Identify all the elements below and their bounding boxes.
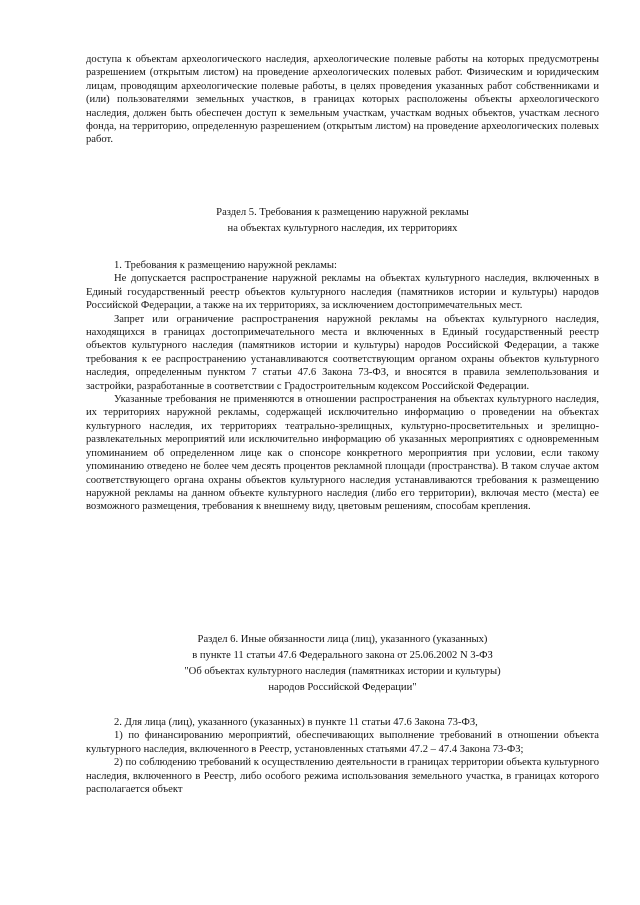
section6-heading-line4: народов Российской Федерации" <box>268 682 417 693</box>
section5-item1-title: 1. Требования к размещению наружной рекламы: <box>114 260 337 271</box>
top-paragraph: доступа к объектам археологического наследия, археологические полевые работы на которых предусмотрены разрешением (открытым листом) на проведение археологических полевых работ. Физическим и юридическим лицам, проводящим археологические полевые работы, в целях проведения указанных работ собственниками и (или) пользователями земельных участков, в границах которых расположены объекты археологического наследия, должен быть обеспечен доступ к земельным участкам, участкам водных объектов, участкам лесного фонда, на территорию, определенную разрешением (открытым листом) на проведение археологических полевых работ. <box>86 54 599 146</box>
section5-heading-line1: Раздел 5. Требования к размещению наружной рекламы <box>216 207 469 218</box>
section5-heading <box>86 205 599 237</box>
section6-heading-line3: "Об объектах культурного наследия (памятниках истории и культуры) <box>184 666 501 677</box>
section6-item2-title: 2. Для лица (лиц), указанного (указанных) в пункте 11 статьи 47.6 Закона 73-ФЗ, <box>114 717 478 728</box>
section5-body <box>86 259 599 514</box>
section6-heading-line2: в пункте 11 статьи 47.6 Федерального закона от 25.06.2002 N 3-ФЗ <box>192 650 493 661</box>
section6-heading <box>86 632 599 696</box>
section5-paragraph-1: Не допускается распространение наружной рекламы на объектах культурного наследия, включенных в Единый государственный реестр объектов культурного наследия (памятников истории и культуры) народов Российской Федерации, а также на их территориях, за исключением достопримечательных мест. <box>86 273 599 312</box>
section6-subitem-1: 1) по финансированию мероприятий, обеспечивающих выполнение требований в отношении объекта культурного наследия, включенного в Реестр, установленных статьями 47.2 – 47.4 Закона 73-ФЗ; <box>86 730 599 755</box>
section5-paragraph-3: Указанные требования не применяются в отношении распространения на объектах культурного наследия, их территориях наружной рекламы, содержащей исключительно информацию о проведении на объектах культурного наследия, их территориях театрально-зрелищных, культурно-просветительных и зрелищно-развлекательных мероприятий или исключительно информацию об указанных мероприятиях с одновременным упоминанием об определенном лице как о спонсоре конкретного мероприятия при условии, если такому упоминанию отведено не более чем десять процентов рекламной площади (пространства). В таком случае актом соответствующего органа охраны объектов культурного наследия устанавливаются требования к размещению наружной рекламы на данном объекте культурного наследия (либо его территории), включая место (места) ее возможного размещения, требования к внешнему виду, цветовым решениям, способам крепления. <box>86 394 599 513</box>
section5-paragraph-2: Запрет или ограничение распространения наружной рекламы на объектах культурного наследия, находящихся в границах достопримечательного места и включенных в Единый государственный реестр объектов культурного наследия (памятников истории и культуры) народов Российской Федерации, а также требования к ее распространению устанавливаются соответствующим органом охраны объектов культурного наследия, определенным пунктом 7 статьи 47.6 Закона 73-ФЗ, и вносятся в правила землепользования и застройки, разработанные в соответствии с Градостроительным кодексом Российской Федерации. <box>86 313 599 392</box>
section6-subitem-2: 2) по соблюдению требований к осуществлению деятельности в границах территории объекта культурного наследия, включенного в Реестр, либо особого режима использования земельного участка, в границах которого располагается объект <box>86 757 599 796</box>
section6-heading-line1: Раздел 6. Иные обязанности лица (лиц), указанного (указанных) <box>197 634 488 645</box>
top-paragraph-block <box>86 53 599 147</box>
section5-heading-line2: на объектах культурного наследия, их территориях <box>227 223 458 234</box>
section6-body <box>86 716 599 796</box>
